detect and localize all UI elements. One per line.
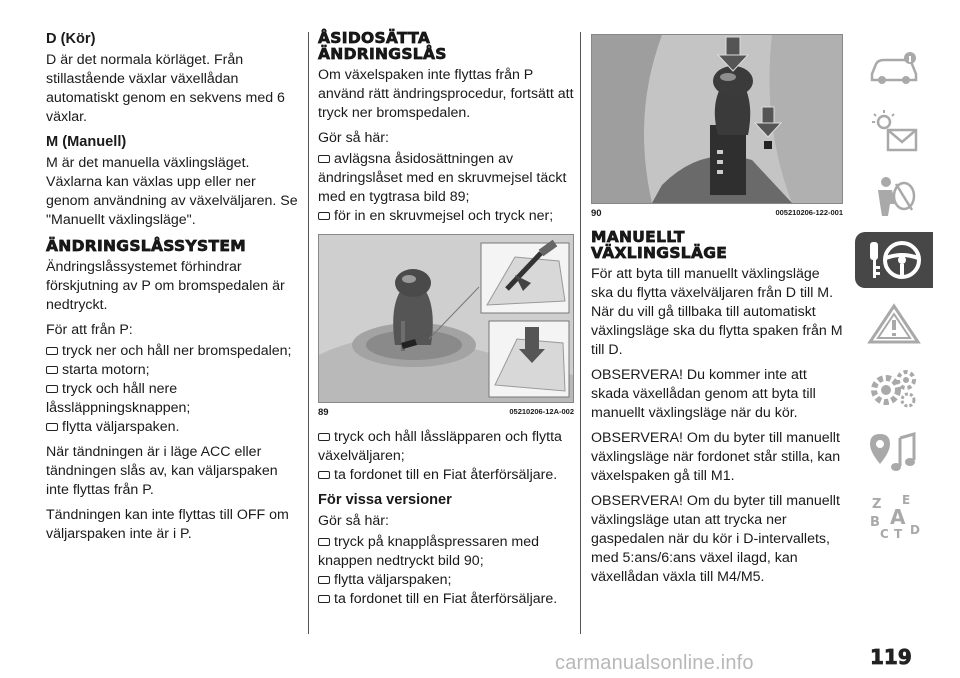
page-number: 119 <box>870 645 912 669</box>
multimedia-icon <box>866 430 922 474</box>
figure-89 <box>318 234 574 403</box>
column-2 <box>318 30 574 615</box>
bullet-item: för in en skruvmejsel och tryck ner; <box>318 207 574 226</box>
heading-m-manual: M (Manuell) <box>46 134 127 150</box>
paragraph-do-this-2: Gör så här: <box>318 513 389 529</box>
svg-text:D: D <box>910 523 920 537</box>
column-1 <box>46 30 298 550</box>
bullet-icon <box>318 595 330 603</box>
bullet-item: tryck och håll låssläpparen och flytta växelväljaren; <box>318 429 562 464</box>
bullet-item: flytta väljarspaken; <box>318 571 574 590</box>
bullet-icon <box>46 385 58 393</box>
bullet-item: flytta väljarspaken. <box>46 418 298 437</box>
bullet-icon <box>318 433 330 441</box>
watermark: carmanualsonline.info <box>555 652 754 674</box>
heading-manual-shift-mode: MANUELLT VÄXLINGSLÄGE <box>591 228 728 262</box>
bullet-item: tryck och håll nere låssläppningsknappen; <box>46 381 191 416</box>
tab-dashboard-lights[interactable] <box>855 104 933 160</box>
svg-text:E: E <box>902 493 911 507</box>
alphabetical-index-icon <box>866 492 922 540</box>
shifter-override-illustration <box>319 235 573 402</box>
bullet-item: avlägsna åsidosättningen av ändringslåset med en skruvmejsel täckt med en tygtrasa bild 89; <box>318 151 567 205</box>
paragraph-d-drive: D är det normala körläget. Från stillastående växlar växellådan automatiskt genom en sekvens med 6 växlar. <box>46 52 285 125</box>
gears-maintenance-icon <box>866 366 922 410</box>
tab-emergency[interactable] <box>855 296 933 352</box>
paragraph-m-manual: M är det manuella växlingsläget. Växlarna kan växlas upp eller ner genom användning av växelväljaren. Se "Manuellt växlingsläge". <box>46 155 298 228</box>
bullet-icon <box>46 423 58 431</box>
tab-index[interactable] <box>855 488 933 544</box>
steering-wheel-key-icon <box>864 236 924 284</box>
svg-text:B: B <box>870 515 880 530</box>
svg-text:A: A <box>890 505 906 529</box>
column-divider <box>308 32 309 634</box>
paragraph-from-p: För att från P: <box>46 322 133 338</box>
bullet-icon <box>318 538 330 546</box>
bullet-icon <box>46 366 58 374</box>
heading-some-versions: För vissa versioner <box>318 492 452 508</box>
bullet-item: ta fordonet till en Fiat återförsäljare. <box>318 590 574 609</box>
bullet-item: tryck ner och håll ner bromspedalen; <box>46 342 298 361</box>
figure-90-caption <box>591 208 843 219</box>
car-info-icon <box>866 48 922 88</box>
tab-multimedia[interactable] <box>855 424 933 480</box>
bullet-icon <box>318 155 330 163</box>
heading-d-drive: D (Kör) <box>46 31 96 47</box>
paragraph-note-1: OBSERVERA! Du kommer inte att skada växellådan genom att byta till manuellt växlingsläge när du kör. <box>591 367 816 421</box>
paragraph-off: Tändningen kan inte flyttas till OFF om väljarspaken inte är i P. <box>46 507 289 542</box>
heading-bypass-shift-lock: ÅSIDOSÄTTA ÄNDRINGSLÅS <box>318 29 447 63</box>
svg-text:Z: Z <box>872 497 882 512</box>
bullet-icon <box>46 347 58 355</box>
column-3 <box>591 34 843 593</box>
paragraph-bypass: Om växelspaken inte flyttas från P använd rätt ändringsprocedur, fortsätt att tryck ner bromspedalen. <box>318 67 574 121</box>
figure-90 <box>591 34 843 204</box>
figure-code: 005210206-122-001 <box>775 208 843 217</box>
paragraph-note-2: OBSERVERA! Om du byter till manuellt växlingsläge när fordonet står stilla, kan växelspaken gå till M1. <box>591 430 841 484</box>
tab-maintenance[interactable] <box>855 360 933 416</box>
paragraph-acc: När tändningen är i läge ACC eller tändningen slås av, kan väljarspaken inte flyttas från P. <box>46 444 278 498</box>
bullet-icon <box>318 212 330 220</box>
column-divider <box>580 32 581 634</box>
tab-safety[interactable] <box>855 168 933 224</box>
paragraph-do-this: Gör så här: <box>318 130 389 146</box>
svg-text:C: C <box>880 527 889 540</box>
paragraph-manual-1: För att byta till manuellt växlingsläge ska du flytta växelväljaren från D till M. När du vill gå tillbaka till automatiskt växlingsläge ska du flytta spaken från M till D. <box>591 266 843 358</box>
figure-89-caption <box>318 407 574 418</box>
bullet-icon <box>318 576 330 584</box>
figure-number: 90 <box>591 208 602 219</box>
dashboard-lights-icon <box>866 110 922 154</box>
bullet-item: ta fordonet till en Fiat återförsäljare. <box>318 466 574 485</box>
shift-lock-button-illustration <box>592 35 842 203</box>
safety-airbag-icon <box>866 174 922 218</box>
bullet-icon <box>318 471 330 479</box>
paragraph-note-3: OBSERVERA! Om du byter till manuellt växlingsläge utan att trycka ner gaspedalen när du kör i D-intervallets, med 5:ans/6:ans växel ilagd, kan växellådan växla till M4/M5. <box>591 493 840 585</box>
chapter-tabs <box>855 40 933 552</box>
svg-text:T: T <box>894 527 903 540</box>
figure-code: 05210206-12A-002 <box>509 407 574 416</box>
bullet-item: starta motorn; <box>46 361 298 380</box>
tab-starting-driving[interactable] <box>855 232 933 288</box>
paragraph-shift-lock-system: Ändringslåssystemet förhindrar förskjutning av P om bromspedalen är nedtryckt. <box>46 259 285 313</box>
heading-shift-lock-system: ÄNDRINGSLÅSSYSTEM <box>46 237 246 255</box>
figure-number: 89 <box>318 407 329 418</box>
bullet-item: tryck på knapplåspressaren med knappen nedtryckt bild 90; <box>318 534 540 569</box>
tab-car-info[interactable] <box>855 40 933 96</box>
warning-triangle-icon <box>866 302 922 346</box>
